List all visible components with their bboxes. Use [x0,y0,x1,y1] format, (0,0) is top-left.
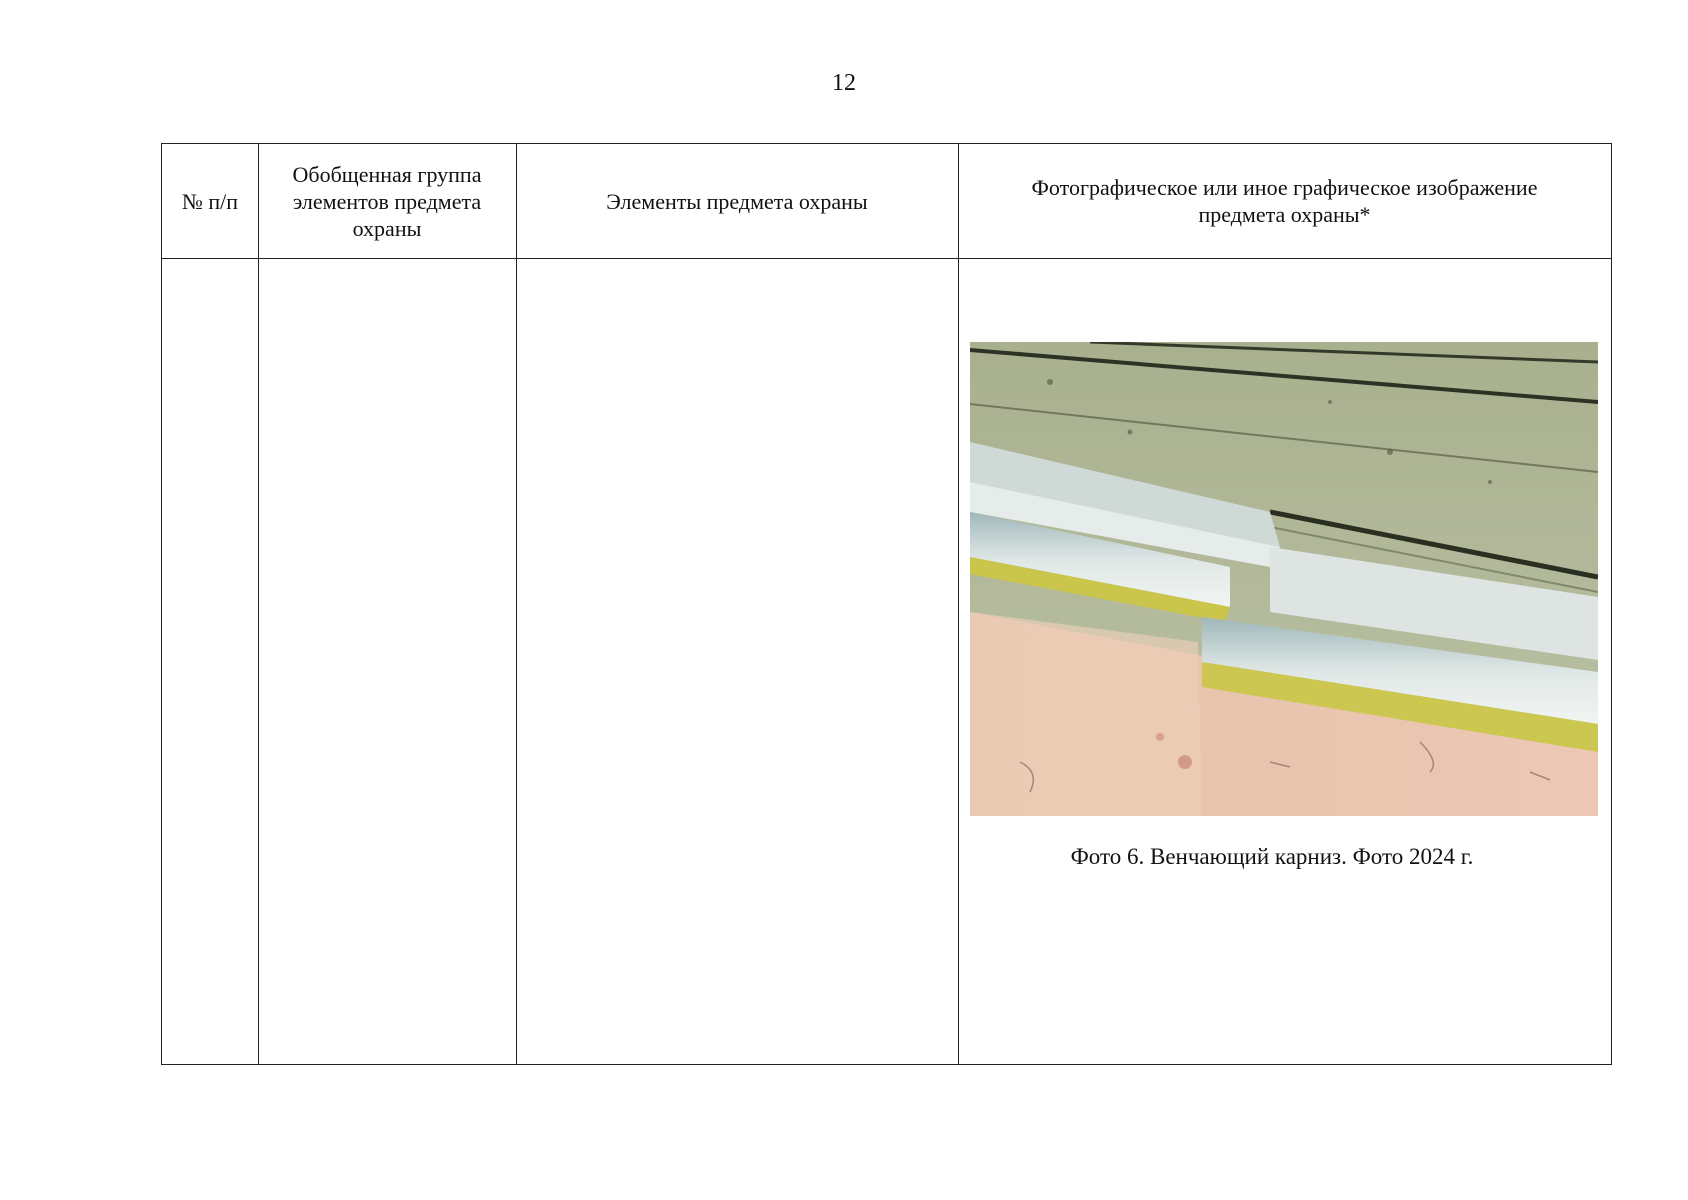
header-group: Обобщенная группа элементов предмета охраны [292,161,482,241]
header-elements: Элементы предмета охраны [606,188,868,214]
page-number: 12 [832,70,856,96]
column-divider [958,144,959,1064]
protection-table [161,143,1612,1065]
header-photo: Фотографическое или иное графическое изображение предмета охраны* [1031,175,1538,227]
column-divider [258,144,259,1064]
column-divider [516,144,517,1064]
photo-caption: Фото 6. Венчающий карниз. Фото 2024 г. [1070,844,1474,869]
header-number: № п/п [181,188,239,214]
header-divider [162,258,1611,259]
cornice-photo [970,342,1598,816]
